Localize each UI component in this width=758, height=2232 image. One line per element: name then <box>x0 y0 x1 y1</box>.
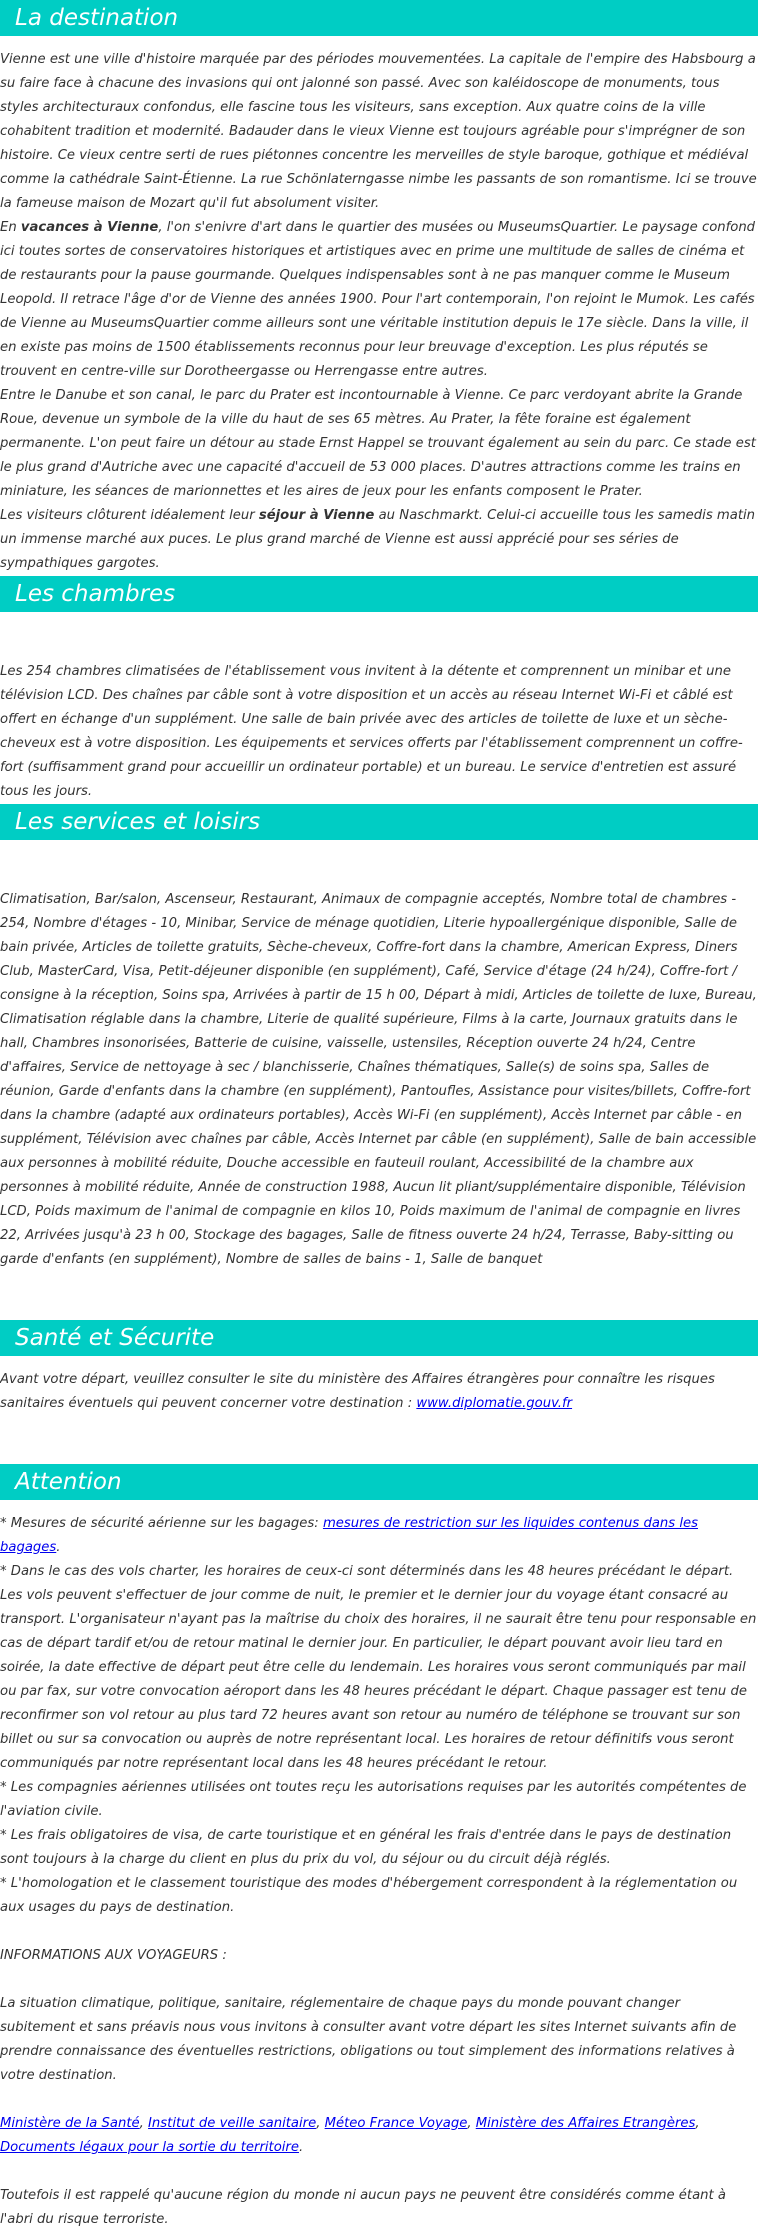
chambres-paragraph: Les 254 chambres climatisées de l'établissement vous invitent à la détente et comprennent un minibar et une télévision LCD. Des chaînes par câble sont à votre disposition et un accès au réseau Internet Wi-Fi et câblé est offert en échange d'un supplément. Une salle de bain privée avec des articles de toilette de luxe et un sèche-cheveux est à votre disposition. Les équipements et services offerts par l'établissement comprennent un coffre-fort (suffisamment grand pour accueillir un ordinateur portable) et un bureau. Le service d'entretien est assuré tous les jours. <box>0 664 743 799</box>
attention-paragraph-2: * Dans le cas des vols charter, les horaires de ceux-ci sont déterminés dans les 48 heures précédant le départ. Les vols peuvent s'effectuer de jour comme de nuit, le premier et le dernier jour du voyage étant consacré au transport. L'organisateur n'ayant pas la maîtrise du choix des horaires, il ne saurait être tenu pour responsable en cas de départ tardif et/ou de retour matinal le dernier jour. En particulier, le départ pouvant avoir lieu tard en soirée, la date effective de départ peut être celle du lendemain. Les horaires vous seront communiqués par mail ou par fax, sur votre convocation aéroport dans les 48 heures précédant le départ. Chaque passager est tenu de reconfirmer son vol retour au plus tard 72 heures avant son retour au numéro de téléphone se trouvant sur son billet ou sur sa convocation ou auprès de notre représentant local. Les horaires de retour définitifs vous seront communiqués par notre représentant local dans les 48 heures précédant le retour. <box>0 1564 757 1771</box>
text: . <box>56 1540 61 1555</box>
attention-paragraph-1 <box>0 1512 758 1560</box>
text: Avant votre départ, veuillez consulter le site du ministère des Affaires étrangères pour connaître les risques sanitaires éventuels qui peuvent concerner votre destination : <box>0 1372 715 1411</box>
documents-legaux-link[interactable]: Documents légaux pour la sortie du territoire <box>0 2140 299 2155</box>
spacer <box>0 1968 758 1992</box>
spacer <box>0 1920 758 1944</box>
spacer <box>0 2160 758 2184</box>
attention-section <box>0 1500 758 2232</box>
separator: , <box>467 2116 476 2131</box>
info-paragraph: La situation climatique, politique, sanitaire, réglementaire de chaque pays du monde pouvant changer subitement et sans préavis nous vous invitons à consulter avant votre départ les sites Internet suivants afin de prendre connaissance des éventuelles restrictions, obligations ou tout simplement des informations relatives à votre destination. <box>0 1996 737 2083</box>
ministere-sante-link[interactable]: Ministère de la Santé <box>0 2116 140 2131</box>
destination-paragraph-1: Vienne est une ville d'histoire marquée par des périodes mouvementées. La capitale de l'empire des Habsbourg a su faire face à chacune des invasions qui ont jalonné son passé. Avec son kaléidoscope de monuments, tous styles architecturaux confondus, elle fascine tous les visiteurs, sans exception. Aux quatre coins de la ville cohabitent tradition et modernité. Badauder dans le vieux Vienne est toujours agréable pour s'imprégner de son histoire. Ce vieux centre serti de rues piétonnes concentre les merveilles de style baroque, gothique et médiéval comme la cathédrale Saint-Étienne. La rue Schönlaterngasse nimbe les passants de son romantisme. Ici se trouve la fameuse maison de Mozart qu'il fut absolument visiter. <box>0 52 757 211</box>
separator: . <box>298 2140 304 2155</box>
bold-text: séjour à Vienne <box>258 508 375 523</box>
text: au Naschmarkt. Celui-ci accueille tous les samedis matin un immense marché aux puces. Le plus grand marché de Vienne est aussi apprécié pour ses séries de sympathiques gargotes. <box>0 508 756 571</box>
veille-sanitaire-link[interactable]: Institut de veille sanitaire <box>148 2116 317 2131</box>
section-title-chambres: Les chambres <box>0 576 758 612</box>
separator: , <box>316 2116 325 2131</box>
closing-paragraph: Toutefois il est rappelé qu'aucune région du monde ni aucun pays ne peuvent être considérés comme étant à l'abri du risque terroriste. <box>0 2188 726 2227</box>
attention-paragraph-3: * Les compagnies aériennes utilisées ont toutes reçu les autorisations requises par les autorités compétentes de l'aviation civile. <box>0 1780 747 1819</box>
info-links <box>0 2112 758 2160</box>
sante-section <box>0 1356 758 1416</box>
section-title-services: Les services et loisirs <box>0 804 758 840</box>
section-title-attention: Attention <box>0 1464 758 1500</box>
text: * Mesures de sécurité aérienne sur les bagages: <box>0 1516 323 1531</box>
separator: , <box>139 2116 149 2131</box>
chambres-section <box>0 612 758 804</box>
text: En <box>0 220 21 235</box>
spacer <box>0 1272 758 1320</box>
destination-paragraph-4 <box>0 504 758 576</box>
services-section <box>0 840 758 1272</box>
services-paragraph: Climatisation, Bar/salon, Ascenseur, Restaurant, Animaux de compagnie acceptés, Nombre total de chambres - 254, Nombre d'étages - 10, Minibar, Service de ménage quotidien, Literie hypoallergénique disponible, Salle de bain privée, Articles de toilette gratuits, Sèche-cheveux, Coffre-fort dans la chambre, American Express, Diners Club, MasterCard, Visa, Petit-déjeuner disponible (en supplément), Café, Service d'étage (24 h/24), Coffre-fort / consigne à la réception, Soins spa, Arrivées à partir de 15 h 00, Départ à midi, Articles de toilette de luxe, Bureau, Climatisation réglable dans la chambre, Literie de qualité supérieure, Films à la carte, Journaux gratuits dans le hall, Chambres insonorisées, Batterie de cuisine, vaisselle, ustensiles, Réception ouverte 24 h/24, Centre d'affaires, Service de nettoyage à sec / blanchisserie, Chaînes thématiques, Salle(s) de soins spa, Salles de réunion, Garde d'enfants dans la chambre (en supplément), Pantoufles, Assistance pour visites/billets, Coffre-fort dans la chambre (adapté aux ordinateurs portables), Accès Wi-Fi (en supplément), Accès Internet par câble - en supplément, Télévision avec chaînes par câble, Accès Internet par câble (en supplément), Salle de bain accessible aux personnes à mobilité réduite, Douche accessible en fauteuil roulant, Accessibilité de la chambre aux personnes à mobilité réduite, Année de construction 1988, Aucun lit pliant/supplémentaire disponible, Télévision LCD, Poids maximum de l'animal de compagnie en kilos 10, Poids maximum de l'animal de compagnie en livres 22, Arrivées jusqu'à 23 h 00, Stockage des bagages, Salle de fitness ouverte 24 h/24, Terrasse, Baby-sitting ou garde d'enfants (en supplément), Nombre de salles de bains - 1, Salle de banquet <box>0 892 757 1267</box>
liquids-restriction-link[interactable]: mesures de restriction sur les liquides contenus dans les bagages <box>0 1516 698 1555</box>
text: Les visiteurs clôturent idéalement leur <box>0 508 259 523</box>
destination-paragraph-2 <box>0 216 758 384</box>
attention-paragraph-4: * Les frais obligatoires de visa, de carte touristique et en général les frais d'entrée dans le pays de destination sont toujours à la charge du client en plus du prix du vol, du séjour ou du circuit déjà réglés. <box>0 1828 732 1867</box>
diplomatie-link[interactable]: www.diplomatie.gouv.fr <box>416 1396 573 1411</box>
text: , l'on s'enivre d'art dans le quartier des musées ou MuseumsQuartier. Le paysage confond ici toutes sortes de conservatoires historiques et artistiques avec en prime une multitude de salles de cinéma et de restaurants pour la pause gourmande. Quelques indispensables sont à ne pas manquer comme le Museum Leopold. Il retrace l'âge d'or de Vienne des années 1900. Pour l'art contemporain, l'on rejoint le Mumok. Les cafés de Vienne au MuseumsQuartier comme ailleurs sont une véritable institution depuis le 17e siècle. Dans la ville, il en existe pas moins de 1500 établissements reconnus pour leur breuvage d'exception. Les plus réputés se trouvent en centre-ville sur Dorotheergasse ou Herrengasse entre autres. <box>0 220 756 379</box>
spacer <box>0 2088 758 2112</box>
section-title-destination: La destination <box>0 0 758 36</box>
attention-paragraph-5: * L'homologation et le classement touristique des modes d'hébergement correspondent à la réglementation ou aux usages du pays de destination. <box>0 1876 738 1915</box>
bold-text: vacances à Vienne <box>20 220 159 235</box>
sante-paragraph <box>0 1368 758 1416</box>
separator: , <box>695 2116 700 2131</box>
info-heading: INFORMATIONS AUX VOYAGEURS : <box>0 1948 227 1963</box>
destination-section <box>0 36 758 576</box>
section-title-sante: Santé et Sécurite <box>0 1320 758 1356</box>
destination-paragraph-3: Entre le Danube et son canal, le parc du Prater est incontournable à Vienne. Ce parc verdoyant abrite la Grande Roue, devenue un symbole de la ville du haut de ses 65 mètres. Au Prater, la fête foraine est également permanente. L'on peut faire un détour au stade Ernst Happel se trouvant également au sein du parc. Ce stade est le plus grand d'Autriche avec une capacité d'accueil de 53 000 places. D'autres attractions comme les trains en miniature, les séances de marionnettes et les aires de jeux pour les enfants composent le Prater. <box>0 388 756 499</box>
meteo-france-link[interactable]: Méteo France Voyage <box>324 2116 468 2131</box>
spacer <box>0 1416 758 1464</box>
affaires-etrangeres-link[interactable]: Ministère des Affaires Etrangères <box>475 2116 696 2131</box>
